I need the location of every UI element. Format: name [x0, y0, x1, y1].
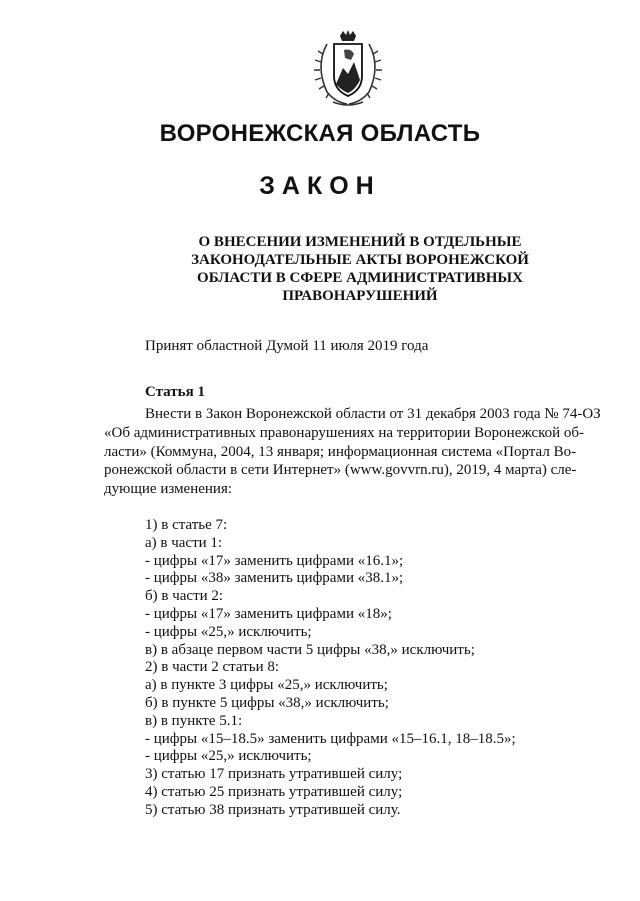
region-name: ВОРОНЕЖСКАЯ ОБЛАСТЬ [159, 120, 481, 147]
amendment-item: - цифры «17» заменить цифрами «16.1»; [145, 552, 404, 569]
intro-line: дующие изменения: [104, 481, 233, 498]
intro-line: «Об административных правонарушениях на территории Воронежской об- [104, 424, 585, 441]
amendment-item: 2) в части 2 статьи 8: [145, 659, 280, 676]
law-title-line: ОБЛАСТИ В СФЕРЕ АДМИНИСТРАТИВНЫХ [197, 270, 523, 286]
article-intro [104, 405, 601, 499]
article-heading: Статья 1 [145, 384, 205, 400]
law-title-line: ЗАКОНОДАТЕЛЬНЫЕ АКТЫ ВОРОНЕЖСКОЙ [191, 252, 529, 268]
intro-line: ронежской области в сети Интернет» (www.govvrn.ru), 2019, 4 марта) сле- [104, 462, 577, 479]
amendment-item: - цифры «17» заменить цифрами «18»; [145, 605, 392, 622]
amendment-item: 4) статью 25 признать утратившей силу; [145, 783, 403, 800]
amendment-list [145, 517, 516, 820]
amendment-item: - цифры «25,» исключить; [145, 623, 312, 640]
law-title [150, 233, 570, 305]
amendment-item: а) в пункте 3 цифры «25,» исключить; [145, 677, 388, 694]
amendment-item: 1) в статье 7: [145, 517, 228, 533]
amendment-item: б) в пункте 5 цифры «38,» исключить; [145, 694, 389, 711]
law-title-line: ПРАВОНАРУШЕНИЙ [282, 288, 438, 304]
document-type: ЗАКОН [259, 172, 381, 200]
intro-line: ласти» (Коммуна, 2004, 13 января; информационная система «Портал Во- [104, 443, 577, 460]
intro-line: Внести в Закон Воронежской области от 31 декабря 2003 года № 74-ОЗ [145, 406, 601, 422]
amendment-item: - цифры «38» заменить цифрами «38.1»; [145, 570, 404, 587]
amendment-item: - цифры «15–18.5» заменить цифрами «15–16.1, 18–18.5»; [145, 730, 516, 747]
amendment-item: 3) статью 17 признать утратившей силу; [145, 766, 403, 783]
amendment-item: 5) статью 38 признать утратившей силу. [145, 801, 401, 818]
amendment-item: б) в части 2: [145, 588, 224, 605]
coat-of-arms-icon [307, 30, 389, 110]
amendment-item: в) в абзаце первом части 5 цифры «38,» исключить; [145, 641, 475, 658]
amendment-item: - цифры «25,» исключить; [145, 748, 312, 765]
law-title-line: О ВНЕСЕНИИ ИЗМЕНЕНИЙ В ОТДЕЛЬНЫЕ [198, 234, 522, 250]
amendment-item: в) в пункте 5.1: [145, 712, 243, 729]
amendment-item: а) в части 1: [145, 534, 223, 551]
adoption-note: Принят областной Думой 11 июля 2019 года [145, 338, 429, 354]
